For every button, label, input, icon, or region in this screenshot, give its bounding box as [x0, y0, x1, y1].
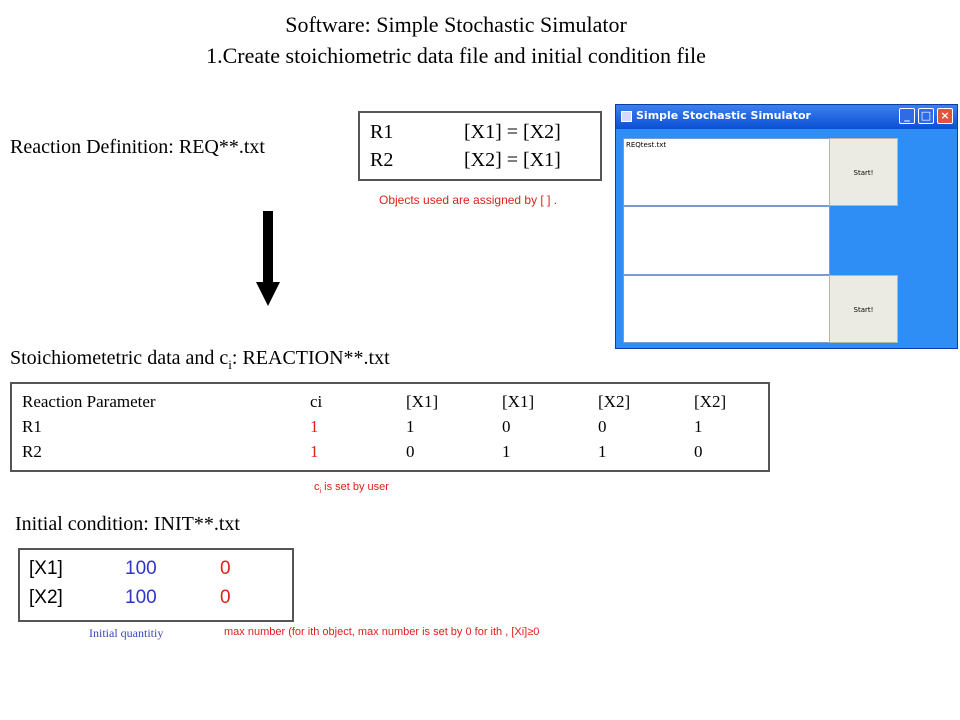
reaction-equation: [X1] = [X2] [464, 121, 561, 143]
start-button-1[interactable]: Start! [829, 138, 898, 206]
app-icon [621, 111, 632, 122]
table-cell: 0 [406, 442, 415, 461]
simulator-window [615, 104, 958, 349]
maximize-button[interactable]: □ [918, 108, 934, 124]
ci-value: 1 [310, 442, 319, 461]
table-cell: 1 [406, 417, 415, 436]
table-cell: 1 [694, 417, 703, 436]
reaction-name: R1 [370, 121, 394, 143]
table-cell: 1 [598, 442, 607, 461]
column-header: [X1] [502, 392, 535, 411]
close-button[interactable]: × [937, 108, 953, 124]
max-number: 0 [220, 587, 231, 608]
reaction-definition-label: Reaction Definition: REQ**.txt [10, 136, 265, 158]
down-arrow-shaft [263, 211, 273, 286]
init-label: Initial condition: INIT**.txt [15, 513, 240, 535]
table-cell: 0 [694, 442, 703, 461]
initial-quantity-note: Initial quantitiy [89, 626, 164, 640]
down-arrow-icon [256, 282, 280, 306]
column-header: [X1] [406, 392, 439, 411]
column-header: ci [310, 392, 323, 411]
row-name: R2 [22, 442, 42, 461]
initial-quantity: 100 [125, 558, 157, 579]
table-cell: 0 [502, 417, 511, 436]
file-text-area[interactable] [623, 138, 830, 206]
reaction-definition-box [358, 111, 602, 181]
max-number-note: max number (for ith object, max number is set by 0 for ith , [Xi]≥0 [224, 626, 540, 638]
column-header: Reaction Parameter [22, 392, 156, 411]
max-number: 0 [220, 558, 231, 579]
object-name: [X2] [29, 587, 63, 608]
init-table [18, 548, 294, 622]
minimize-button[interactable]: _ [899, 108, 915, 124]
ci-note: $c_i$ is set by user [314, 481, 389, 496]
reaction-name: R2 [370, 149, 394, 171]
column-header: [X2] [694, 392, 727, 411]
object-name: [X1] [29, 558, 63, 579]
column-header: [X2] [598, 392, 631, 411]
start-button-2[interactable]: Start! [829, 275, 898, 343]
window-title: Simple Stochastic Simulator [636, 109, 811, 122]
reaction-equation: [X2] = [X1] [464, 149, 561, 171]
init-text-area[interactable] [623, 275, 830, 343]
file-name: REQtest.txt [626, 141, 667, 149]
page-title: Software: Simple Stochastic Simulator [285, 12, 627, 37]
stoich-table [10, 382, 770, 472]
output-text-area[interactable] [623, 206, 830, 275]
initial-quantity: 100 [125, 587, 157, 608]
page-subtitle: 1.Create stoichiometric data file and initial condition file [206, 43, 706, 68]
table-cell: 0 [598, 417, 607, 436]
objects-note: Objects used are assigned by [ ] . [379, 193, 558, 207]
ci-value: 1 [310, 417, 319, 436]
window-titlebar [616, 105, 957, 129]
row-name: R1 [22, 417, 42, 436]
stoich-label: Stoichiometetric data and $c_i$: REACTION**.txt [10, 347, 390, 372]
table-cell: 1 [502, 442, 511, 461]
